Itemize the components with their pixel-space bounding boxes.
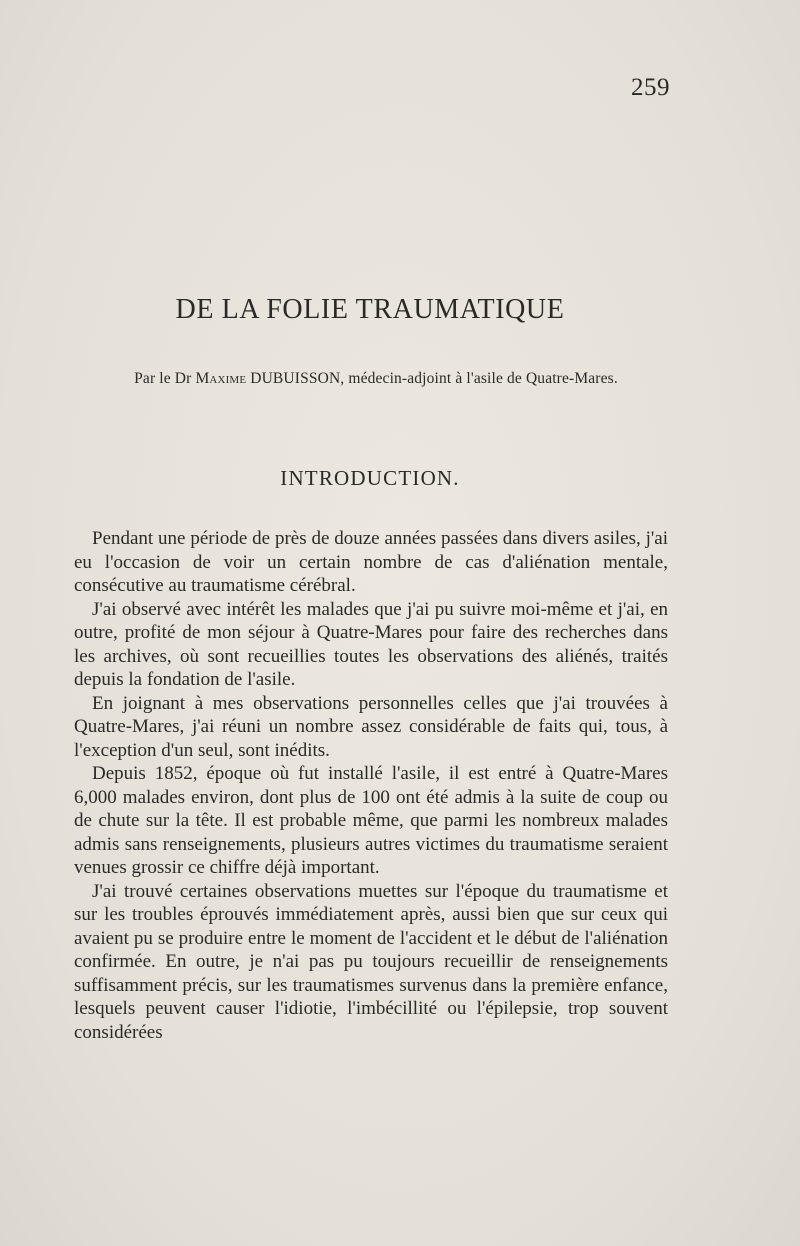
byline (0, 370, 752, 388)
body-text (74, 527, 668, 1044)
page-number: 259 (631, 74, 670, 101)
author-first-name: Maxime (195, 370, 247, 387)
paragraph-4: Depuis 1852, époque où fut installé l'asile, il est entré à Quatre-Mares 6,000 malades environ, dont plus de 100 ont été admis à la suite de coup ou de chute sur la tête. Il est probable même, que parmi les nombreux malades admis sans renseignements, plusieurs autres victimes du traumatisme seraient venues grossir ce chiffre déjà important. (74, 763, 668, 878)
author-last-name: DUBUISSON, (250, 370, 345, 387)
article-title: DE LA FOLIE TRAUMATIQUE (175, 294, 565, 325)
paragraph-1: Pendant une période de près de douze années passées dans divers asiles, j'ai eu l'occasion de voir un certain nombre de cas d'aliénation mentale, consécutive au traumatisme cérébral. (74, 528, 668, 596)
byline-prefix: Par le Dr (134, 370, 192, 387)
paragraph-5: J'ai trouvé certaines observations muettes sur l'époque du traumatisme et sur les troubles éprouvés immédiatement après, aussi bien que sur ceux qui avaient pu se produire entre le moment de l'accident et le début de l'aliénation confirmée. En outre, je n'ai pas pu toujours recueillir de renseignements suffisamment précis, sur les traumatismes survenus dans la première enfance, lesquels peuvent causer l'idiotie, l'imbécillité ou l'épilepsie, trop souvent considérées (74, 880, 668, 1043)
section-title: INTRODUCTION. (280, 466, 460, 490)
byline-suffix: médecin-adjoint à l'asile de Quatre-Mares. (348, 370, 618, 387)
paragraph-2: J'ai observé avec intérêt les malades que j'ai pu suivre moi-même et j'ai, en outre, profité de mon séjour à Quatre-Mares pour faire des recherches dans les archives, où sont recueillies toutes les observations des aliénés, traités depuis la fondation de l'asile. (74, 598, 668, 690)
paragraph-3: En joignant à mes observations personnelles celles que j'ai trouvées à Quatre-Mares, j'ai réuni un nombre assez considérable de faits qui, tous, à l'exception d'un seul, sont inédits. (74, 692, 668, 761)
